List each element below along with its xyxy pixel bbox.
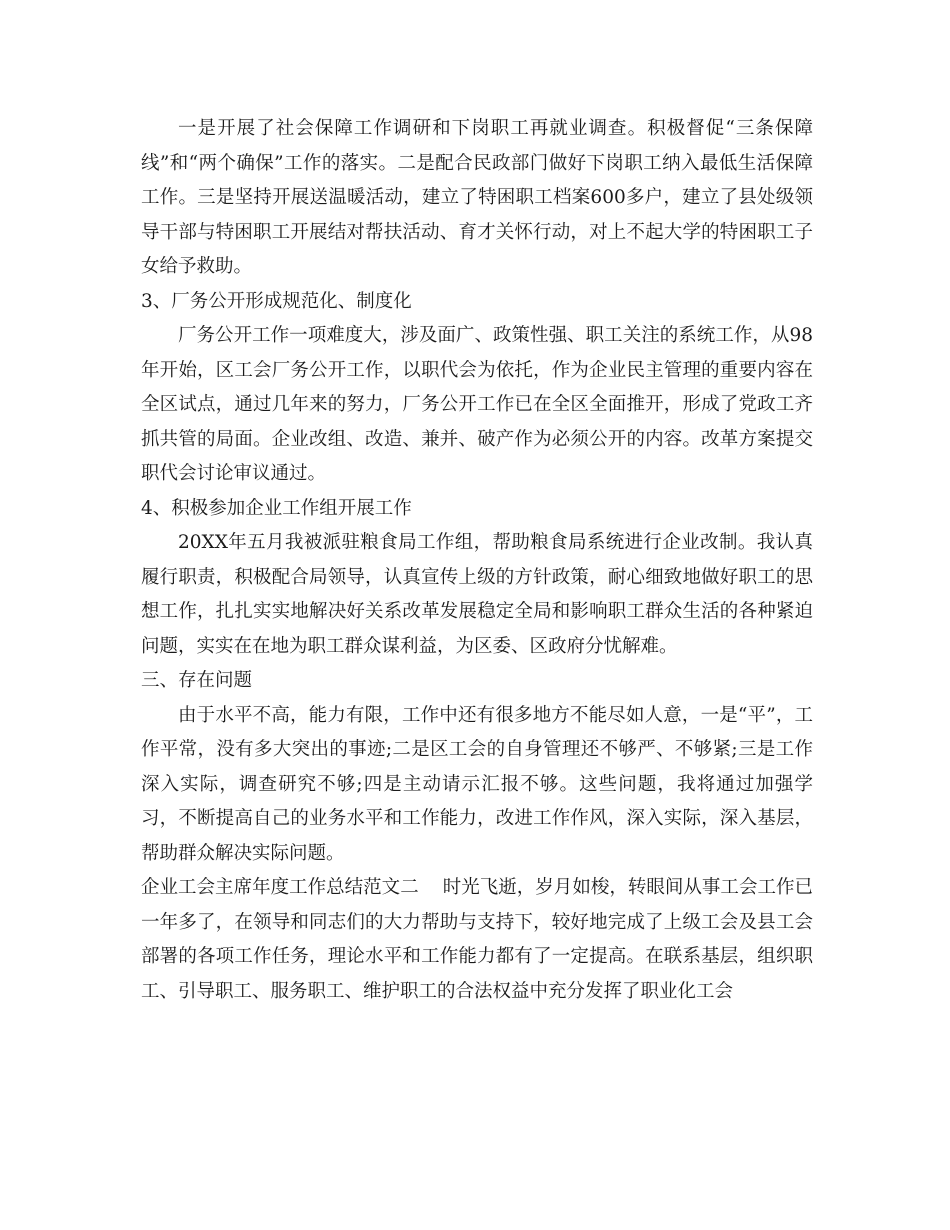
document-body [141, 112, 813, 1009]
heading-factory-affairs: 3、厂务公开形成规范化、制度化 [141, 290, 412, 312]
paragraph-factory-affairs: 厂务公开工作一项难度大，涉及面广、政策性强、职工关注的系统工作，从98年开始，区工会厂务公开工作，以职代会为依托，作为企业民主管理的重要内容在全区试点，通过几年来的努力，厂务公开工作已在全区全面推开，形成了党政工齐抓共管的局面。企业改组、改造、兼并、破产作为必须公开的内容。改革方案提交职代会讨论审议通过。 [141, 325, 813, 484]
closing-text: 时光飞逝，岁月如梭，转眼间从事工会工作已一年多了，在领导和同志们的大力帮助与支持下，较好地完成了上级工会及县工会部署的各项工作任务，理论水平和工作能力都有了一定提高。在联系基层，组织职工、引导职工、服务职工、维护职工的合法权益中充分发挥了职业化工会 [141, 877, 813, 1002]
paragraph-social-security: 一是开展了社会保障工作调研和下岗职工再就业调查。积极督促“三条保障线”和“两个确保”工作的落实。二是配合民政部门做好下岗职工纳入最低生活保障工作。三是坚持开展送温暖活动，建立了特困职工档案600多户，建立了县处级领导干部与特困职工开展结对帮扶活动、育才关怀行动，对上不起大学的特困职工子女给予救助。 [141, 118, 813, 277]
paragraph-problems: 由于水平不高，能力有限，工作中还有很多地方不能尽如人意，一是“平”，工作平常，没有多大突出的事迹;二是区工会的自身管理还不够严、不够紧;三是工作深入实际，调查研究不够;四是主动请示汇报不够。这些问题，我将通过加强学习，不断提高自己的业务水平和工作能力，改进工作作风，深入实际，深入基层，帮助群众解决实际问题。 [141, 704, 813, 864]
heading-work-group: 4、积极参加企业工作组开展工作 [141, 497, 412, 519]
paragraph-work-group: 20XX年五月我被派驻粮食局工作组，帮助粮食局系统进行企业改制。我认真履行职责，积极配合局领导，认真宣传上级的方针政策，耐心细致地做好职工的思想工作，扎扎实实地解决好关系改革发展稳定全局和影响职工群众生活的各种紧迫问题，实实在在地为职工群众谋利益，为区委、区政府分忧解难。 [141, 532, 813, 657]
section-title-inline: 企业工会主席年度工作总结范文二 [141, 877, 419, 898]
closing-paragraph [141, 871, 813, 1009]
heading-problems: 三、存在问题 [141, 670, 253, 691]
